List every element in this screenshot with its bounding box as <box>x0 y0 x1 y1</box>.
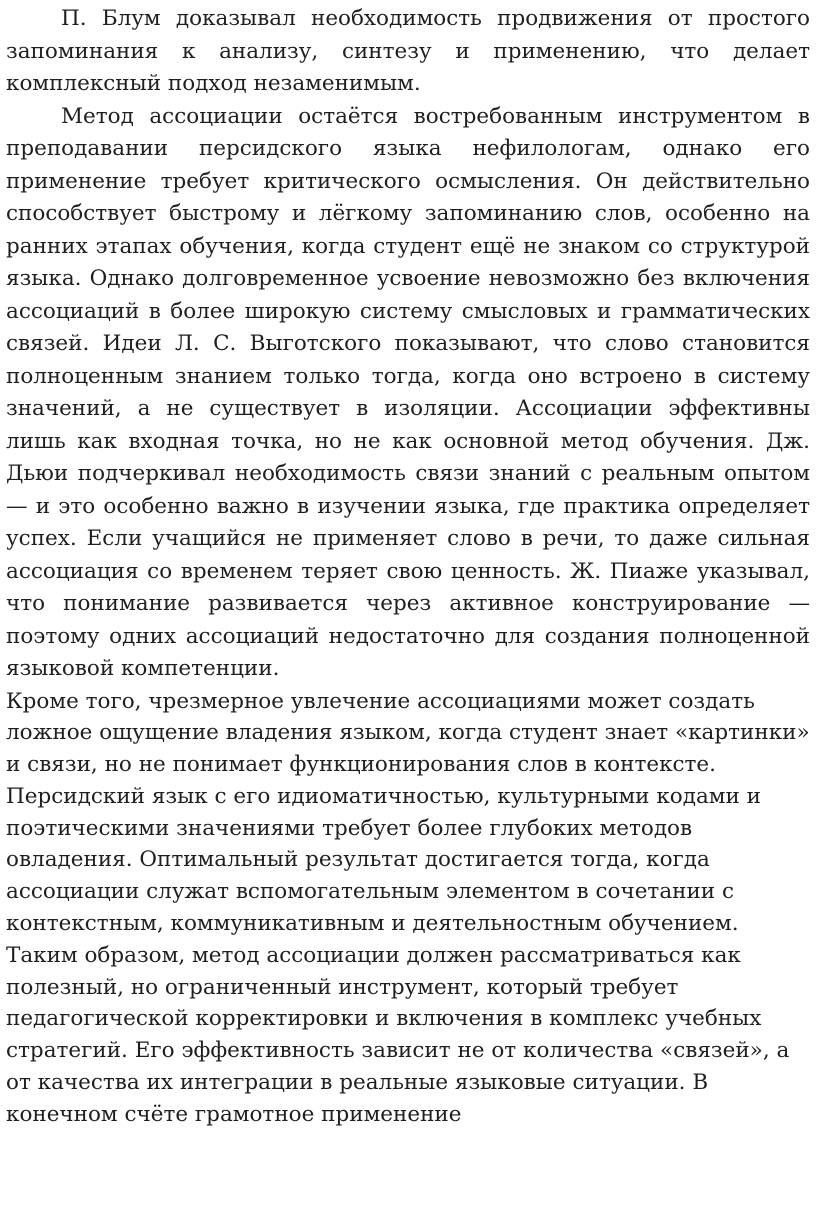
paragraph-association-method: Метод ассоциации остаётся востребованным инструментом в преподавании персидского языка нефилологам, однако его применение требует критического осмысления. Он действительно способствует быстрому и лёгкому запоминанию слов, особенно на ранних этапах обучения, когда студент ещё не знаком со структурой языка. Однако долговременное усвоение невозможно без включения ассоциаций в более широкую систему смысловых и грамматических связей. Идеи Л. С. Выготского показывают, что слово становится полноценным знанием только тогда, когда оно встроено в систему значений, а не существует в изоляции. Ассоциации эффективны лишь как входная точка, но не как основной метод обучения. Дж. Дьюи подчеркивал необходимость связи знаний с реальным опытом — и это особенно важно в изучении языка, где практика определяет успех. Если учащийся не применяет слово в речи, то даже сильная ассоциация со временем теряет свою ценность. Ж. Пиаже указывал, что понимание развивается через активное конструирование — поэтому одних ассоциаций недостаточно для создания полноценной языковой компетенции. <box>6 103 810 681</box>
paragraph-bloom: П. Блум доказывал необходимость продвижения от простого запоминания к анализу, синтезу и применению, что делает комплексный подход незаменимым. <box>6 6 810 96</box>
paragraph-conclusion: Кроме того, чрезмерное увлечение ассоциациями может создать ложное ощущение владения языком, когда студент знает «картинки» и связи, но не понимает функционирования слов в контексте. Персидский язык с его идиоматичностью, культурными кодами и поэтическими значениями требует более глубоких методов овладения. Оптимальный результат достигается тогда, когда ассоциации служат вспомогательным элементом в сочетании с контекстным, коммуникативным и деятельностным обучением. Таким образом, метод ассоциации должен рассматриваться как полезный, но ограниченный инструмент, который требует педагогической корректировки и включения в комплекс учебных стратегий. Его эффективность зависит не от количества «связей», а от качества их интеграции в реальные языковые ситуации. В конечном счёте грамотное применение <box>6 688 810 1127</box>
